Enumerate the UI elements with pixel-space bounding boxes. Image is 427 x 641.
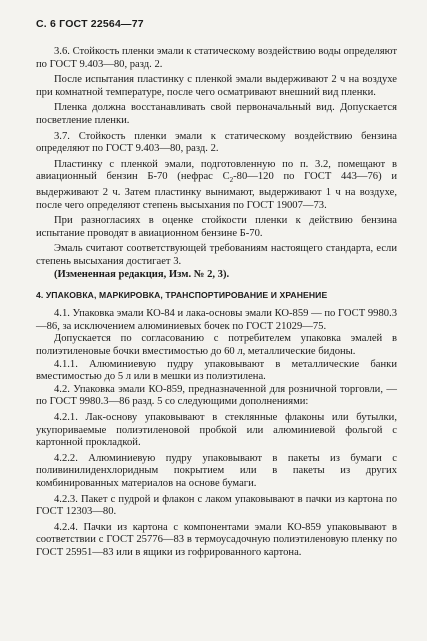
- paragraph-3-7-dispute: При разногласиях в оценке стойкости пленки к действию бензина испытание проводят в авиационном бензине Б-70.: [36, 215, 397, 239]
- paragraph-3-7-procedure: [36, 159, 397, 212]
- page-header: С. 6 ГОСТ 22564—77: [36, 18, 144, 30]
- paragraph-3-7-criterion: Эмаль считают соответствующей требованиям настоящего стандарта, если степень высыхания достигает 3.: [36, 243, 397, 268]
- paragraph-3-6: 3.6. Стойкость пленки эмали к статическому воздействию воды определяют по ГОСТ 9.403—80, разд. 2.: [36, 46, 397, 70]
- section-4-title: 4. УПАКОВКА, МАРКИРОВКА, ТРАНСПОРТИРОВАНИЕ И ХРАНЕНИЕ: [36, 290, 328, 301]
- paragraph-4-2: 4.2. Упаковка эмали КО-859, предназначенной для розничной торговли, — по ГОСТ 9980.3—86 разд. 5 со следующими дополнениями:: [36, 383, 397, 408]
- revision-note: (Измененная редакция, Изм. № 2, 3).: [54, 268, 230, 280]
- paragraph-4-2-4: 4.2.4. Пачки из картона с компонентами эмали КО-859 упаковывают в соответствии с ГОСТ 25776—83 в термоусадочную полиэтиленовую пленку по ГОСТ 25951—83 или в ящики из гофрированного картона.: [36, 521, 397, 558]
- paragraph-4-1-1: 4.1.1. Алюминиевую пудру упаковывают в металлические банки вместимостью до 5 л или в мешки из полиэтилена.: [36, 358, 397, 383]
- paragraph-4-2-3: 4.2.3. Пакет с пудрой и флакон с лаком упаковывают в пачки из картона по ГОСТ 12303—80.: [36, 493, 397, 518]
- procedure-text-a: Пластинку с пленкой эмали, подготовленную по п. 3.2, помещают в авиационный бензин Б-70 (нефрас С: [36, 158, 397, 183]
- paragraph-4-1: 4.1. Упаковка эмали КО-84 и лака-основы эмали КО-859 — по ГОСТ 9980.3—86, за исключением алюминиевых бочек по ГОСТ 21029—75.: [36, 308, 397, 332]
- paragraph-3-6-test: После испытания пластинку с пленкой эмали выдерживают 2 ч на воздухе при комнатной температуре, после чего осматривают внешний вид пленки.: [36, 74, 397, 98]
- paragraph-4-2-2: 4.2.2. Алюминиевую пудру упаковывают в пакеты из бумаги с поливинилиденхлоридным покрытием или в пакеты из других комбинированных материалов на основе бумаги.: [36, 452, 397, 489]
- paragraph-4-1-allowed: Допускается по согласованию с потребителем упаковка эмалей в полиэтиленовые бочки вместимостью до 60 л, металлические бидоны.: [36, 333, 397, 357]
- paragraph-4-2-1: 4.2.1. Лак-основу упаковывают в стеклянные флаконы или бутылки, укупориваемые полиэтиленовой пробкой или алюминиевой фольгой с картонной прокладкой.: [36, 411, 397, 449]
- paragraph-3-6-result: Пленка должна восстанавливать свой первоначальный вид. Допускается посветление пленки.: [36, 102, 397, 126]
- paragraph-3-7: 3.7. Стойкость пленки эмали к статическому воздействию бензина определяют по ГОСТ 9.403—80, разд. 2.: [36, 130, 397, 155]
- procedure-text-b: -80—120 по ГОСТ 443—76) и выдерживают 2 ч. Затем пластинку вынимают, выдерживают 1 ч на воздухе, после чего определяют степень высыхания по ГОСТ 19007—73.: [36, 171, 397, 211]
- procedure-subscript: 2: [229, 176, 234, 185]
